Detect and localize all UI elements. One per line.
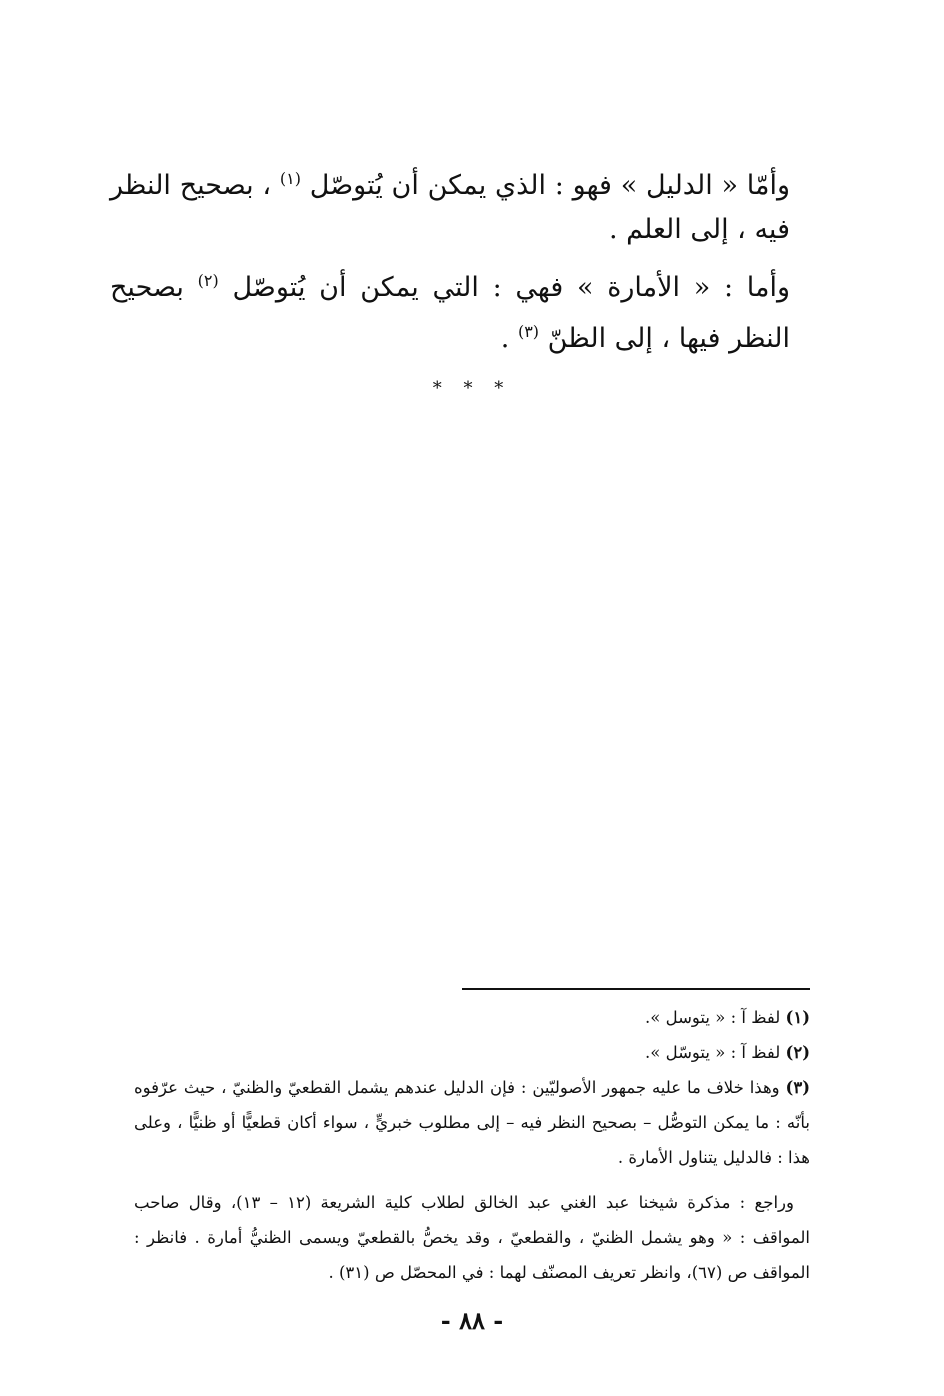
paragraph-amara-text-middle: بصحيح النظر فيها ، إلى الظنّ [110,272,790,354]
section-separator: * * * [432,378,512,399]
page-number: - ٨٨ - [440,1306,504,1335]
footnote-divider [462,988,810,990]
footnote-1-number: (١) [785,1008,810,1027]
footnote-3 [134,1070,810,1175]
footnote-ref-1: (١) [279,169,301,188]
paragraph-amara-text-end: . [500,323,510,354]
footnote-1-text: لفظ آ : « يتوسل ». [644,1008,781,1027]
paragraph-amara [110,259,790,361]
paragraph-amara-text: وأما : « الأمارة » فهي : التي يمكن أن يُتوصّل [232,272,790,303]
footnotes [134,1000,810,1290]
footnote-3-continuation: وراجع : مذكرة شيخنا عبد الغني عبد الخالق لطلاب كلية الشريعة (١٢ – ١٣)، وقال صاحب المواقف : « وهو يشمل الظنيّ ، والقطعيّ ، وقد يخصُّ بالقطعيّ ويسمى الظنيُّ أمارة . فانظر : المواقف ص (٦٧)، وانظر تعريف المصنّف لهما : في المحصّل ص (٣١) . [134,1193,810,1282]
footnote-ref-3: (٣) [517,322,540,341]
footnote-2-number: (٢) [785,1043,810,1062]
paragraph-dalil-text-end: ، بصحيح النظر فيه ، إلى العلم . [110,170,790,245]
footnote-1 [134,1000,810,1035]
footnote-ref-2: (٢) [197,271,219,290]
footnote-2-text: لفظ آ : « يتوسّل ». [644,1043,781,1062]
footnote-3-number: (٣) [785,1078,810,1097]
footnote-2 [134,1035,810,1070]
paragraph-dalil-text: وأمّا « الدليل » فهو : الذي يمكن أن يُتوصّل [309,170,790,201]
footnote-3-text: وهذا خلاف ما عليه جمهور الأصوليّين : فإن الدليل عندهم يشمل القطعيّ والظنيّ ، حيث عرّفوه بأنّه : ما يمكن التوصُّل – بصحيح النظر فيه – إلى مطلوب خبريٍّ ، سواء أكان قطعيًّا أو ظنيًّا ، وعلى هذا : فالدليل يتناول الأمارة . [134,1078,810,1167]
paragraph-dalil [110,157,790,252]
